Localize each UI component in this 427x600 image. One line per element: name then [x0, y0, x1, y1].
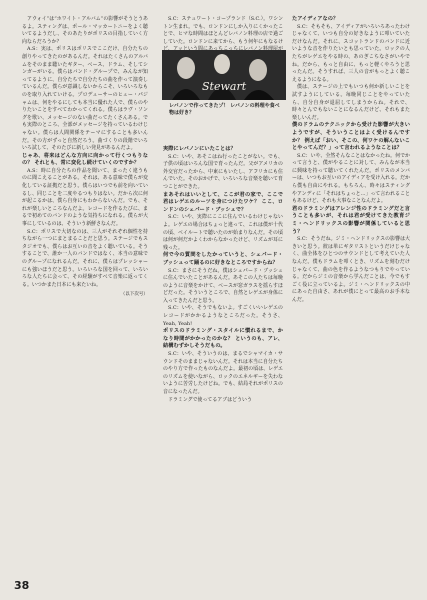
paragraph: S.C：いや、あそこはね行ったことがない。でも、子供の頃はいろんな国で育ったんだ。父がアメリカの外交官だったから、中東にもいたし、アフリカにも住んでいた。そのおかげで、いろいろな音楽を聴いて育つことができた。 — [163, 153, 283, 190]
text-column-left — [22, 16, 148, 299]
interview-question: ポリスのドラミング・スタイルに慣れるまで、かなり時間がかかったのかな？ というのも、アレ、結構むずかしそうだもの。 — [163, 328, 283, 350]
band-photo — [162, 50, 286, 100]
paragraph: S.C：ステュワート・コープランド（S.C.）。ワシントン生まれ。でも、ロンドンにしか入りにくかったことで、ヒマな時間はほとんどレバノン料理の店で過ごしていた。ロンドンに来てから、もう何年にもなるけ — [163, 16, 283, 45]
paragraph: S.C：まさにそうだね。僕はシェパード・ブッシュに住んでいたことがあるんだ。あそこの人たちは毎晩のように音楽をかけて、ベースが窓ガラスを揺らすほどだった。そういうところで、自然とレゲエが身体に入ってきたんだと思う。 — [163, 267, 283, 304]
text-column-middle — [163, 146, 283, 404]
interview-question: じゃあ、将来はどんな方向に向かって行くつもりなの？ それとも、常に変化し続けていくのですか？ — [22, 152, 148, 167]
paragraph: S.C：ポリスで大切なのは、三人がそれぞれ個性を持ちながら一つにまとまることだと思う。ステージでもスタジオでも、僕らはお互いの音をよく聴いている。そうすることで、誰か一人のバンドではなく、本当の意味でのグループになれるんだ。それに、僕らはプレッシャーにも強いほうだと思う。いろいろな国を回って、いろいろな人たちに会って、その経験がすべて音楽に返ってくる。いつかまた日本にも来たいね。 — [22, 228, 148, 288]
interview-question: たアイディアなの？ — [292, 16, 339, 22]
page-number: 38 — [14, 579, 30, 592]
photo-caption: レバノンで作ってきたゾ！ レバノンの料理や食べ物は好き？ — [169, 103, 280, 117]
text-column-right — [292, 16, 410, 305]
interview-question: 僕のドラムのテクニックから受けた影響が大きいようですが、そういうことはよく受けるんですか？ 例えば「おい、そこの、何ワケの解んないことやってんだ？」って言われるようなことは？ — [292, 122, 410, 152]
interview-question: 実際にレバノンにいたことは？ — [163, 146, 236, 152]
paragraph: S.C：いや、そうでもないよ。すごくいいレゲエのレコードがかかるようなところだった。そうさ、Yeah, Yeah! — [163, 305, 283, 327]
continued-note: （以下次号） — [120, 292, 148, 298]
paragraph: S.C：いや、実際にここに住んでいるわけじゃないよ。レゲエの場合はちょっと違って、これは僕が十代の頃、ベイルートで聴いたのが始まりなんだ。その頃は何が何だかよくわからなかったけど、リズムが耳に残った。 — [163, 214, 283, 251]
paragraph: 僕は、ステージの上でもいつも何か新しいことを試すようにしている。毎晩同じことをやっていたら、自分自身が退屈してしまうからね。それで、時々とんでもないことになるんだけど、それもまた楽しいんだ。 — [292, 84, 410, 121]
paragraph: S.C：そうだね。ジミ・ヘンドリックスの影響は大きいと思う。彼は単にギタリストというだけじゃなく、曲全体をひとつのサウンドとして考えていた人なんだ。僕もドラムを叩くとき、リズムを刻むだけじゃなくて、曲の色を作るようなつもりでやっている。だからジミの音楽から学んだことは、今でもすごく役に立っているよ。ジミ・ヘンドリックスの中にあった自由さ、あれが僕にとって最高のお手本なんだ。 — [292, 236, 410, 303]
band-photo-image — [162, 50, 286, 100]
stewart-logo: Stewart — [202, 80, 247, 93]
paragraph: A.S：実は、ポリスはポリスでここだけ、自分たちの創りやってきたのがあるんだ。それはたくさんのアルバムをそのまま聴いたギター、ベース、ドラム、そしてシンガーがいる。僕らはバンド・グループで、みんなが知ってるように、自分たちで自分たちの曲を作って演奏しているんだ。僕らが意識しないからこそ、いろいろなものを取り入れていける。プロデューサーのヒュー・パジャムは、何をやるにしても本当に優れた人で、僕らのやりたいことをすべてわかってくれる。僕らはラヴ・ソングを歌い、メッセージのない曲だってたくさんある。でも実際のところ、全部がメッセージを持っているわけじゃない。僕らは人間関係をテーマにすることも多いんだ。その方がずっと自然だろう。曲づくりの段階でいろいろ試して、そのたびに新しい発見があるんだよ。 — [22, 46, 148, 152]
interview-question: 君のドラミングはアレンジ性のドラミングだと言うことも多いが、それは君が受けてきた教育ジミ・ヘンドリックスの影響が関係していると思う？ — [292, 205, 410, 235]
paragraph: S.C：いや、そういうのは、まるでシャマイカ・サウンドそのままじゃないんだ。それは本当に自分たちのやり方で作ったものなんだよ。最初の頃は、レゲエのリズムを使いながら、ロックのエネルギーを失わないように苦労したけどね。でも、結局それがポリスの音になったんだ。 — [163, 351, 283, 395]
intro-paragraph: アウォイ”は“ホワイト・アルバム”の影響がそうとうあるよ。スティングは、ポール・マッカートニーをよく聴いてるようだし、そのあたりがポリスの目指していく方向ならだろうか？ — [22, 16, 148, 45]
interview-question: 何で今の質問をしたかっていうと、シェパード・ブッシュって踊るのに好きなところですからね？ — [163, 252, 283, 266]
interview-question: まあそれはいいとして、ここが君の家で、ここで君はレゲエのルーツを身につけたワケ？ ここ、ロンドンのシェパード・ブッシュで？ — [163, 191, 283, 213]
paragraph: S.C：そもそも、アイディアがいろいろあったわけじゃなくて、いつも自分の好きなように叩いていただけなんだ。それに、スコットランドのバンドに近いような音を作りたいとも思っていた。ロックの人たちがレゲエをやる時の、あのぎこちなさがいやでね。だから、もっと自由に、もっと軽くやろうと思ったんだ。そうすれば、三人の音がもっとよく聴こえるようになる。 — [292, 23, 410, 83]
paragraph: S.C：いや、全然そんなことはなかったね。何でかって言うと、僕がやることに対して、みんなが本当に興味を持って聴いてくれたんだ。ポリスのメンバーは、いつもお互いのアイディアを受け入れる。だから僕も自由にやれる。もちろん、時々はスティングやアンディに「それはちょっと…」って言われることもあるけど、それも大事なことなんだよ。 — [292, 152, 410, 205]
paragraph: ドラミングで使ってるアブはどういう — [168, 396, 252, 403]
paragraph: A.S：時に自分たちの作品を聞いて、まったく違うものに聞こえることがある。それは、ある意味で僕らが変化している証拠だと思う。僕らはいつでも前を向いているし、同じことを二度やるつもりはない。だから次に何が起こるかは、僕ら自身にもわからないんだ。でも、それが楽しいところなんだよ。レコードを作るたびに、まるで初めてのバンドのような気持ちになれる。僕らが大事にしているのは、そういう新鮮さなんだ。 — [22, 167, 148, 228]
